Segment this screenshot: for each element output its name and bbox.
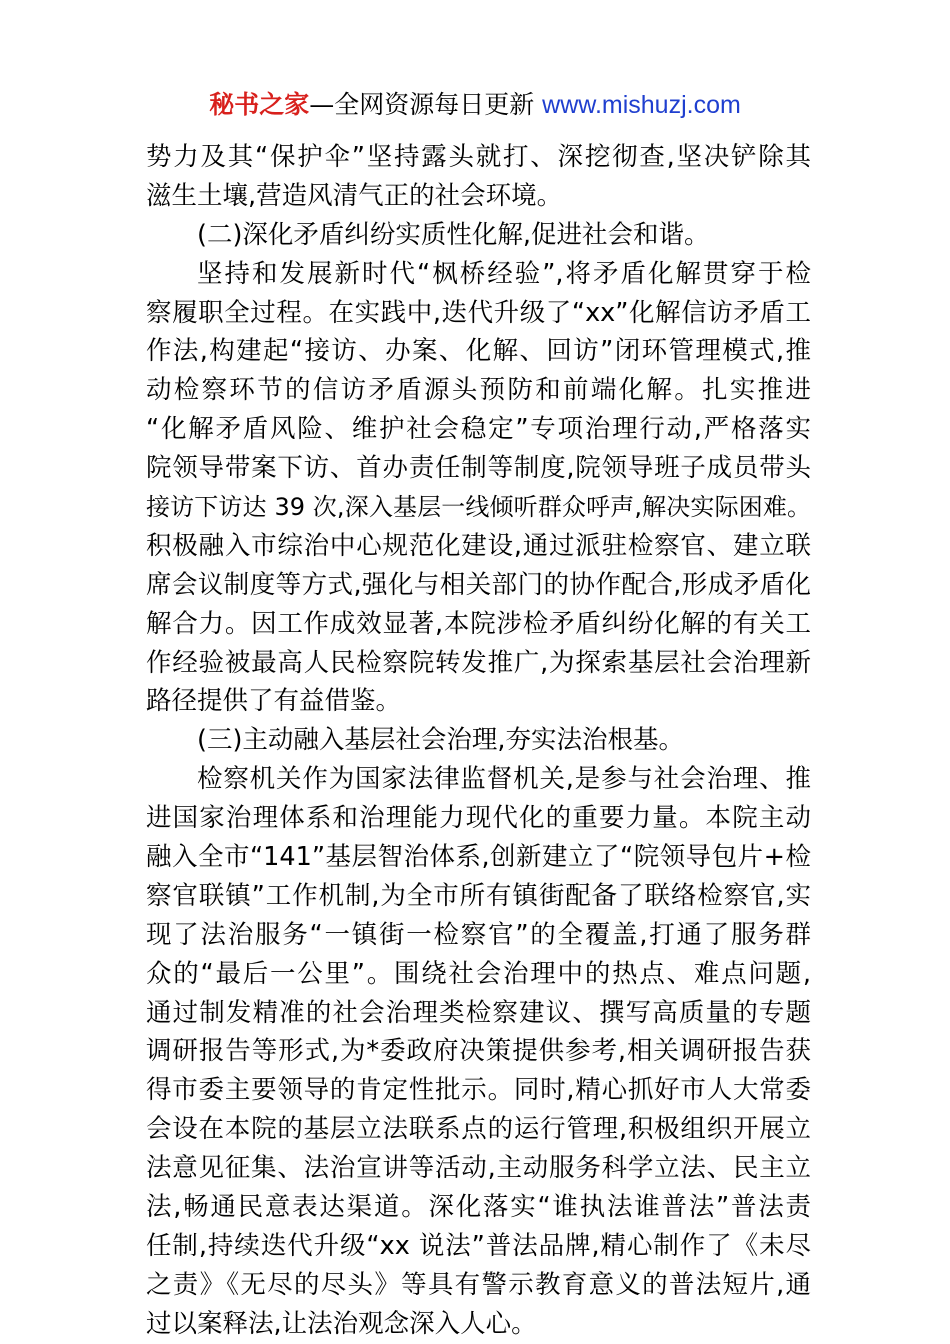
text-line: 过以案释法,让法治观念深入人心。 [146, 1308, 537, 1339]
text-line: 任制,持续迭代升级“xx 说法”普法品牌,精心制作了《未尽 [146, 1230, 811, 1261]
text-line: 融入全市“141”基层智治体系,创新建立了“院领导包片+检 [146, 842, 811, 873]
text-line: 积极融入市综治中心规范化建设,通过派驻检察官、建立联 [146, 530, 811, 561]
text-line: 法意见征集、法治宣讲等活动,主动服务科学立法、民主立 [146, 1153, 811, 1184]
text-line: 调研报告等形式,为*委政府决策提供参考,相关调研报告获 [146, 1036, 811, 1067]
text-line: (三)主动融入基层社会治理,夯实法治根基。 [197, 725, 685, 756]
brand-name: 秘书之家 [209, 90, 310, 119]
text-line: (二)深化矛盾纠纷实质性化解,促进社会和谐。 [197, 219, 710, 250]
text-line: 接访下访达 39 次,深入基层一线倾听群众呼声,解决实际困难。 [146, 493, 811, 522]
text-line: 得市委主要领导的肯定性批示。同时,精心抓好市人大常委 [146, 1075, 811, 1106]
text-line: 滋生土壤,营造风清气正的社会环境。 [146, 180, 563, 211]
site-url-link[interactable]: www.mishuzj.com [542, 91, 741, 119]
text-line: 作经验被最高人民检察院转发推广,为探索基层社会治理新 [146, 647, 811, 678]
text-line: 院领导带案下访、首办责任制等制度,院领导班子成员带头 [146, 453, 811, 484]
text-line: 坚持和发展新时代“枫桥经验”,将矛盾化解贯穿于检 [197, 258, 811, 289]
site-header [0, 88, 950, 122]
text-line: 路径提供了有益借鉴。 [146, 686, 402, 717]
text-line: 作法,构建起“接访、办案、化解、回访”闭环管理模式,推 [146, 336, 811, 367]
text-line: 动检察环节的信访矛盾源头预防和前端化解。扎实推进 [146, 375, 811, 406]
text-line: 势力及其“保护伞”坚持露头就打、深挖彻查,坚决铲除其 [146, 142, 811, 172]
text-line: 检察机关作为国家法律监督机关,是参与社会治理、推 [197, 764, 811, 795]
text-line: 会设在本院的基层立法联系点的运行管理,积极组织开展立 [146, 1114, 811, 1145]
text-line: 察官联镇”工作机制,为全市所有镇街配备了联络检察官,实 [146, 880, 811, 911]
text-line: 众的“最后一公里”。围绕社会治理中的热点、难点问题, [146, 958, 811, 989]
text-line: 席会议制度等方式,强化与相关部门的协作配合,形成矛盾化 [146, 569, 811, 600]
text-line: 法,畅通民意表达渠道。深化落实“谁执法谁普法”普法责 [146, 1192, 811, 1223]
text-line: 解合力。因工作成效显著,本院涉检矛盾纠纷化解的有关工 [146, 608, 811, 639]
text-line: “化解矛盾风险、维护社会稳定”专项治理行动,严格落实 [146, 414, 811, 445]
document-body [146, 138, 811, 1344]
text-line: 察履职全过程。在实践中,迭代升级了“xx”化解信访矛盾工 [146, 297, 811, 328]
text-line: 现了法治服务“一镇街一检察官”的全覆盖,打通了服务群 [146, 919, 811, 950]
text-line: 之责》《无尽的尽头》等具有警示教育意义的普法短片,通 [146, 1269, 811, 1300]
header-tagline: —全网资源每日更新 [309, 90, 543, 119]
text-line: 通过制发精准的社会治理类检察建议、撰写高质量的专题 [146, 997, 811, 1028]
text-line: 进国家治理体系和治理能力现代化的重要力量。本院主动 [146, 803, 811, 834]
